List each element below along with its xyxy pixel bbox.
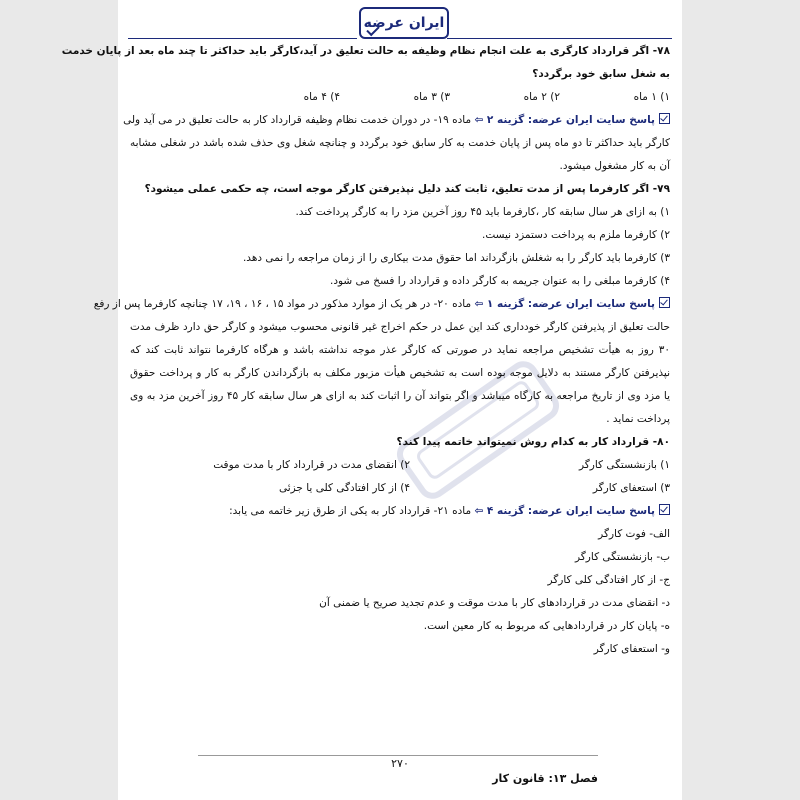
footer-rule bbox=[198, 755, 598, 756]
question-79-option-2: ۲) کارفرما ملزم به پرداخت دستمزد نیست. bbox=[481, 229, 670, 241]
header-rule-left bbox=[128, 38, 357, 39]
question-80-options-row bbox=[130, 477, 670, 500]
answer-79-line: پرداخت نماید . bbox=[606, 413, 670, 425]
header-rule-right bbox=[447, 38, 672, 39]
answer-80 bbox=[130, 500, 670, 523]
answer-79-line: نپذیرفتن کارگر مستند به دلایل موجه بوده است به تشخیص هیأت مزبور مکلف به بازگرداندن کارگر به کار و پرداخت حقوق bbox=[130, 367, 670, 379]
question-79-option-3: ۳) کارفرما باید کارگر را به شغلش بازگرداند اما حقوق مدت بیکاری را از زمان مراجعه را نمی دهد. bbox=[242, 252, 670, 264]
checkbox-icon bbox=[659, 504, 670, 515]
option: ۳) ۳ ماه bbox=[413, 91, 450, 103]
answer-text: ماده ۱۹- در دوران خدمت نظام وظیفه قرارداد کار به حالت تعلیق در می آید ولی bbox=[123, 114, 475, 126]
page-number: ۲۷۰ bbox=[391, 757, 409, 770]
answer-79-line: ۳۰ روز به هیأت تشخیص مراجعه نماید در صورتی که کارگر عذر موجه نداشته باشد و هرگاه کارفرما نتواند ثابت کند که bbox=[130, 344, 670, 356]
answer-text: ماده ۲۰- در هر یک از موارد مذکور در مواد ۱۵ ، ۱۶ ، ۱۹، ۱۷ چنانچه کارفرما پس از رفع bbox=[93, 298, 475, 310]
logo-text: ایران عرضه bbox=[363, 15, 445, 31]
answer-79-line: یا مزد وی از تاریخ مراجعه به کارگاه میباشد و اگر بتواند آن را اثبات کند به ازای هر سال سابقه کار ۴۵ روز آخرین مزد به وی bbox=[130, 390, 670, 402]
list-item: الف- فوت کارگر bbox=[598, 528, 670, 540]
question-79-text: ۷۹- اگر کارفرما پس از مدت تعلیق، ثابت کند دلیل نپذیرفتن کارگر موجه است، چه حکمی عملی میشود؟ bbox=[144, 183, 670, 195]
site-logo bbox=[359, 7, 449, 39]
option: ۴) از کار افتادگی کلی یا جزئی bbox=[278, 482, 410, 494]
question-78-options bbox=[130, 86, 670, 109]
answer-79-line: حالت تعلیق از پذیرفتن کارگر خودداری کند این عمل در حکم اخراج غیر قانونی محسوب میشود و کارگر حق دارد ظرف مدت bbox=[130, 321, 670, 333]
question-79-option-4: ۴) کارفرما مبلغی را به عنوان جریمه به کارگر داده و قرارداد را فسخ می شود. bbox=[329, 275, 670, 287]
checkbox-icon bbox=[659, 113, 670, 124]
question-80-options-row bbox=[130, 454, 670, 477]
document-page bbox=[61, 0, 682, 800]
answer-text: ماده ۲۱- قرارداد کار به یکی از طرق زیر خاتمه می یابد: bbox=[229, 505, 475, 517]
answer-78-line: کارگر باید حداکثر تا دو ماه پس از پایان خدمت به کار سابق خود برگردد و چنانچه شغل وی حذف شده باشد در شغلی مشابه bbox=[130, 137, 670, 149]
page-content bbox=[61, 40, 670, 661]
list-item: ب- بازنشستگی کارگر bbox=[575, 551, 670, 563]
question-78-text: ۷۸- اگر قرارداد کارگری به علت انجام نظام وظیفه به حالت تعلیق در آید،کارگر باید حداکثر تا چند ماه بعد از پایان خدمت bbox=[61, 45, 670, 57]
list-item: ه- پایان کار در قراردادهایی که مربوط به کار معین است. bbox=[423, 620, 670, 632]
option: ۴) ۴ ماه bbox=[303, 91, 340, 103]
list-item: د- انقضای مدت در قراردادهای کار با مدت موقت و عدم تجدید صریح یا ضمنی آن bbox=[319, 597, 670, 609]
question-78-text-cont: به شغل سابق خود برگردد؟ bbox=[532, 68, 670, 80]
question-80-text: ۸۰- قرارداد کار به کدام روش نمیتواند خاتمه پیدا کند؟ bbox=[396, 436, 670, 448]
option: ۱) بازنشستگی کارگر bbox=[578, 459, 670, 471]
option: ۱) ۱ ماه bbox=[633, 91, 670, 103]
option: ۲) ۲ ماه bbox=[523, 91, 560, 103]
option: ۲) انقضای مدت در قرارداد کار با مدت موقت bbox=[213, 459, 410, 471]
answer-78-line: آن به کار مشغول میشود. bbox=[559, 160, 670, 172]
checkbox-icon bbox=[659, 297, 670, 308]
answer-78 bbox=[123, 109, 670, 132]
list-item: ج- از کار افتادگی کلی کارگر bbox=[547, 574, 670, 586]
answer-79 bbox=[93, 293, 670, 316]
question-79-option-1: ۱) به ازای هر سال سابقه کار ،کارفرما باید ۴۵ روز آخرین مزد را به کارگر پرداخت کند. bbox=[295, 206, 670, 218]
list-item: و- استعفای کارگر bbox=[593, 643, 670, 655]
answer-label: پاسخ سایت ایران عرضه: گزینه ۲ ⇦ bbox=[474, 114, 655, 126]
chapter-title: فصل ۱۳: قانون کار bbox=[492, 772, 598, 785]
answer-label: پاسخ سایت ایران عرضه: گزینه ۴ ⇦ bbox=[474, 505, 655, 517]
answer-label: پاسخ سایت ایران عرضه: گزینه ۱ ⇦ bbox=[474, 298, 655, 310]
option: ۳) استعفای کارگر bbox=[592, 482, 670, 494]
